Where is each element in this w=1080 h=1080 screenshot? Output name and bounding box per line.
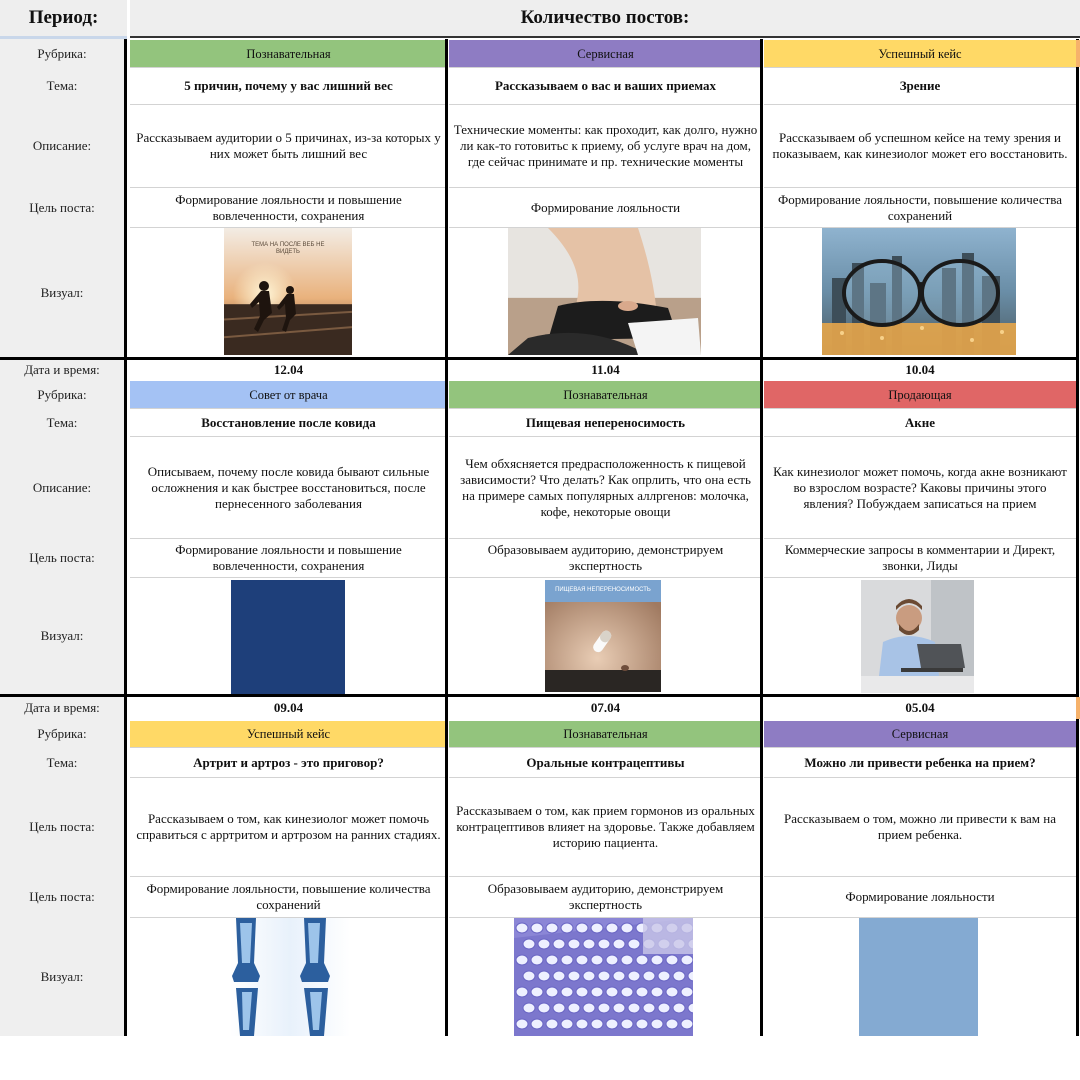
- post-description: Как кинезиолог может помочь, когда акне возникают во взрослом возрасте? Каковы причины этого явления? Побуждаем записаться на прием: [773, 463, 1067, 511]
- post-date: 09.04: [273, 700, 304, 715]
- row-separator: [764, 777, 1076, 778]
- post-goal: Образовываем аудиторию, демонстрируем экспертность: [487, 881, 724, 912]
- column-divider: [1076, 39, 1079, 1036]
- row-separator: [449, 436, 762, 437]
- post-topic: 5 причин, почему у вас лишний вес: [184, 78, 393, 93]
- row-separator: [764, 876, 1076, 877]
- label-topic: Тема:: [46, 414, 78, 430]
- row-separator: [130, 777, 447, 778]
- row-separator: [130, 67, 447, 68]
- row-separator: [764, 67, 1076, 68]
- post-topic: Артрит и артроз - это приговор?: [193, 754, 384, 770]
- post-description: Чем обхясняется предрасположенность к пищевой зависимости? Что делать? Как опрлить, что она есть на примере самых популярных аллргенов: молочка, кофе, некоторые овощи: [460, 455, 751, 519]
- post-goal: Коммерческие запросы в комментарии и Директ, звонки, Лиды: [784, 542, 1056, 573]
- row-separator: [130, 538, 447, 539]
- row-separator: [130, 876, 447, 877]
- header-divider: [130, 36, 1080, 38]
- label-datetime: Дата и время:: [24, 700, 100, 715]
- post-date: 11.04: [591, 361, 620, 377]
- post-topic: Акне: [904, 414, 936, 430]
- row-separator: [449, 777, 762, 778]
- row-separator: [449, 538, 762, 539]
- row-separator: [764, 408, 1076, 409]
- post-topic: Можно ли привести ребенка на прием?: [804, 754, 1036, 770]
- visual-caption: ТЕМА НА ПОСЛЕ ВЕБ НЕ ВИДЕТЬ: [251, 242, 325, 255]
- dark-blue-placeholder: [231, 580, 345, 694]
- post-goal: Формирование лояльности, повышение количества сохранений: [146, 881, 431, 912]
- belly-pill-photo: [545, 580, 661, 692]
- row-separator: [130, 747, 447, 748]
- post-description: Рассказываем об успешном кейсе на тему зрения и показываем, как кинезиолог может его восстановить.: [772, 130, 1068, 161]
- label-description: Описание:: [32, 479, 92, 495]
- row-separator: [130, 408, 447, 409]
- post-description: Рассказываем о том, как кинезиолог может помочь справиться с арртритом и артрозом на ранних стадиях.: [136, 811, 441, 842]
- row-separator: [130, 436, 447, 437]
- knee-xray-photo: [230, 918, 350, 1036]
- post-topic: Рассказываем о вас и ваших приемах: [494, 78, 717, 93]
- rubric-badge: Познавательная: [449, 721, 762, 747]
- edge-accent: [1076, 697, 1080, 719]
- label-description: Цель поста:: [29, 819, 95, 834]
- label-topic: Тема:: [46, 78, 78, 93]
- row-separator: [764, 747, 1076, 748]
- post-date: 05.04: [905, 700, 935, 715]
- post-description: Рассказываем о том, как прием гормонов из оральных контрацептивов влияет на здоровье. Также добавляем историю пациента.: [456, 803, 755, 850]
- pill-blisters-photo: [514, 918, 693, 1036]
- post-goal: Формирование лояльности: [530, 199, 681, 215]
- label-goal: Цель поста:: [29, 550, 95, 565]
- rubric-badge: Сервисная: [449, 40, 762, 67]
- row-separator: [449, 187, 762, 188]
- row-separator: [449, 577, 762, 578]
- block-divider: [0, 694, 1079, 697]
- label-visual: Визуал:: [40, 285, 84, 300]
- row-separator: [449, 747, 762, 748]
- post-description: Описываем, почему после ковида бывают сильные осложнения и как быстрее восстановиться, после пернесенного заболевания: [147, 463, 430, 511]
- rubric-badge: Познавательная: [449, 381, 762, 408]
- column-divider: [760, 39, 763, 1036]
- row-separator: [764, 187, 1076, 188]
- label-goal: Цель поста:: [29, 889, 95, 904]
- visual-caption: ПИЩЕВАЯ НЕПЕРЕНОСИМОСТЬ: [555, 587, 651, 593]
- post-topic: Пищевая непереносимость: [525, 414, 686, 430]
- rubric-badge: Успешный кейс: [130, 721, 447, 747]
- row-separator: [449, 408, 762, 409]
- rubric-badge: Продающая: [764, 381, 1076, 408]
- label-rubric: Рубрика:: [37, 386, 87, 402]
- row-separator: [764, 104, 1076, 105]
- post-date: 12.04: [273, 361, 304, 377]
- post-description: Рассказываем аудитории о 5 причинах, из-за которых у них может быть лишний вес: [136, 130, 441, 161]
- row-separator: [130, 577, 447, 578]
- glasses-city-photo: [822, 228, 1016, 355]
- light-blue-placeholder: [859, 918, 978, 1036]
- row-separator: [449, 67, 762, 68]
- label-rubric: Рубрика:: [37, 45, 87, 61]
- label-goal: Цель поста:: [29, 199, 95, 215]
- post-topic: Зрение: [899, 78, 941, 93]
- post-count-header: Количество постов:: [130, 0, 1080, 36]
- post-goal: Формирование лояльности: [845, 889, 995, 904]
- row-separator: [449, 876, 762, 877]
- label-visual: Визуал:: [40, 969, 84, 984]
- rubric-badge: Совет от врача: [130, 381, 447, 408]
- post-topic: Оральные контрацептивы: [526, 754, 685, 770]
- post-description: Технические моменты: как проходит, как долго, нужно ли как-то готовитьс к приему, об услуге врач на дом, где сейчас принимате и пр. технические моменты: [453, 122, 758, 169]
- post-description: Рассказываем о том, можно ли привести к вам на прием ребенка.: [783, 811, 1057, 842]
- post-date: 07.04: [590, 700, 621, 715]
- row-separator: [764, 577, 1076, 578]
- block-divider: [0, 357, 1079, 360]
- post-goal: Формирование лояльности и повышение вовлеченности, сохранения: [175, 191, 402, 223]
- post-topic: Восстановление после ковида: [201, 414, 376, 430]
- row-separator: [764, 538, 1076, 539]
- rubric-badge: Познавательная: [130, 40, 447, 67]
- row-separator: [130, 104, 447, 105]
- post-goal: Образовываем аудиторию, демонстрируем экспертность: [487, 542, 724, 573]
- man-at-laptop-photo: [861, 580, 974, 693]
- post-goal: Формирование лояльности и повышение вовлеченности, сохранения: [175, 542, 402, 573]
- label-topic: Тема:: [46, 754, 78, 770]
- row-separator: [764, 436, 1076, 437]
- label-rubric: Рубрика:: [37, 726, 87, 741]
- back-massage-photo: [508, 228, 701, 355]
- label-visual: Визуал:: [40, 628, 84, 643]
- rubric-badge: Успешный кейс: [764, 40, 1076, 67]
- row-separator: [130, 187, 447, 188]
- label-datetime: Дата и время:: [24, 361, 100, 377]
- post-goal: Формирование лояльности, повышение количества сохранений: [777, 191, 1063, 223]
- column-divider: [445, 39, 448, 1036]
- edge-accent: [1076, 40, 1080, 67]
- label-description: Описание:: [32, 138, 92, 153]
- row-separator: [449, 104, 762, 105]
- running-at-sunset-photo: [224, 228, 352, 355]
- rubric-badge: Сервисная: [764, 721, 1076, 747]
- column-divider: [124, 39, 127, 1036]
- post-date: 10.04: [905, 361, 935, 377]
- period-header: Период:: [0, 0, 127, 36]
